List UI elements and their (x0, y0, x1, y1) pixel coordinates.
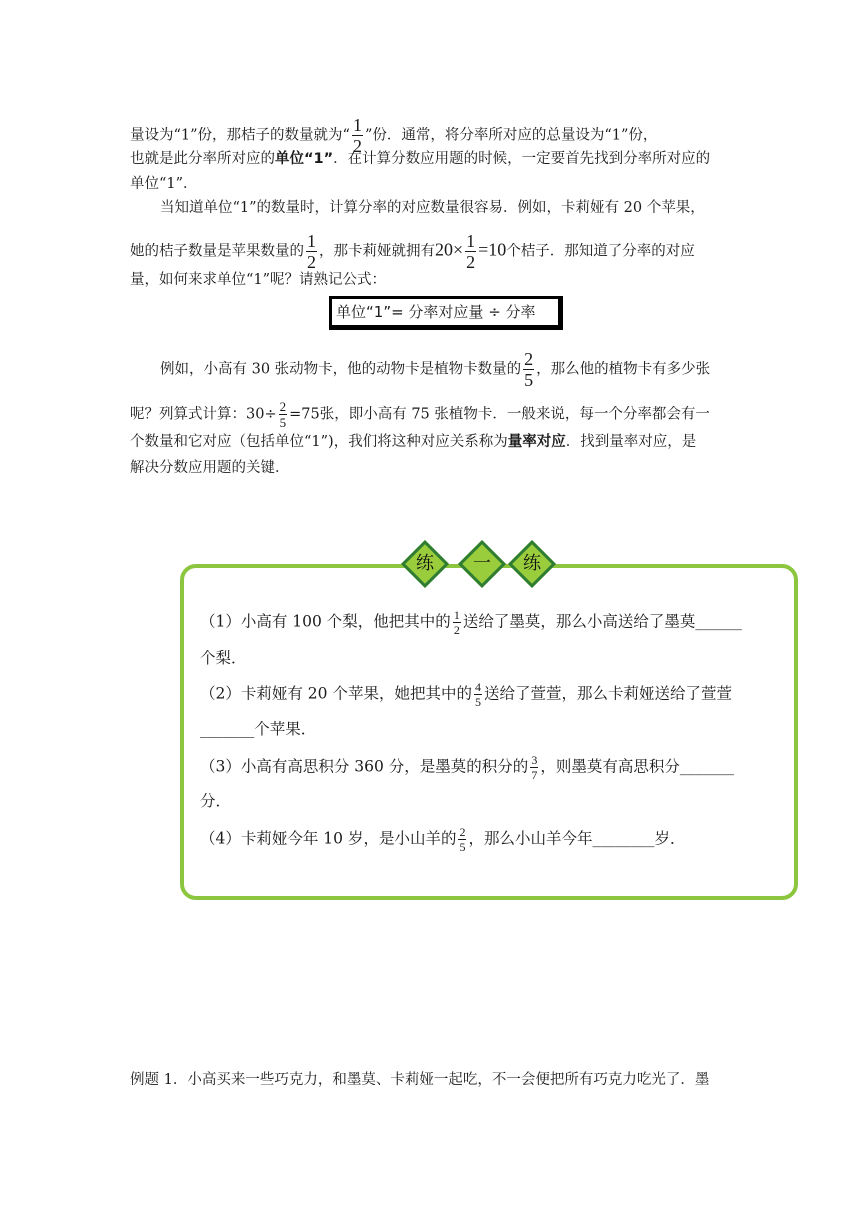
text: 个数量和它对应（包括单位“1”)，我们将这种对应关系称为 (130, 434, 508, 450)
math-expr: 30÷ (246, 406, 277, 423)
practice-q3 (200, 754, 734, 781)
practice-q2 (200, 681, 732, 708)
text: ”份．通常，将分率所对应的总量设为“1”份， (364, 127, 658, 144)
text: 例题 1．小高买来一些巧克力，和墨莫、卡莉娅一起吃，不一会便把所有巧克力吃光了．墨 (130, 1072, 710, 1088)
fraction (279, 400, 288, 429)
para2-line-2 (130, 232, 695, 271)
practice-q1-cont (200, 647, 247, 669)
text: 单位“1”． (130, 176, 198, 192)
text: ，那么小山羊今年________岁． (468, 829, 686, 848)
practice-q3-cont (200, 790, 231, 812)
text: ．找到量率对应，是 (565, 434, 697, 450)
text: 分． (200, 792, 232, 810)
text: 张，即小高有 75 张植物卡．一般来说，每一个分率都会有一 (319, 406, 710, 423)
numerator: 2 (459, 825, 466, 839)
para3-line-4 (130, 458, 290, 478)
text: 送给了萱萱，那么卡莉娅送给了萱萱 (483, 684, 732, 703)
text: ，那么他的植物卡有多少张 (536, 361, 711, 378)
text: 例如，小高有 30 张动物卡，他的动物卡是植物卡数量的 (160, 361, 522, 378)
text: _______个苹果． (200, 720, 317, 738)
intro-line-2 (130, 149, 710, 169)
fraction (465, 232, 476, 271)
text: ，则墨莫有高思积分_______ (540, 757, 735, 776)
text: ．在计算分数应用题的时候，一定要首先找到分率所对应的 (333, 151, 711, 167)
text: 也就是此分率所对应的 (130, 151, 275, 167)
practice-q1 (200, 609, 742, 636)
text: 当知道单位“1”的数量时，计算分率的对应数量很容易．例如，卡莉娅有 20 个苹果， (160, 200, 705, 216)
text: （3）小高有高思积分 360 分，是墨莫的积分的 (200, 757, 529, 776)
example-1-line (130, 1070, 709, 1090)
text: （4）卡莉娅今年 10 岁，是小山羊的 (200, 829, 457, 848)
para2-line-3 (130, 270, 386, 290)
text: 呢？列算式计算： (130, 406, 246, 423)
para3-line-2 (130, 400, 710, 429)
fraction (458, 826, 466, 853)
text: 解决分数应用题的关键． (130, 460, 290, 476)
fraction (523, 350, 534, 389)
fraction (530, 754, 538, 781)
numerator: 1 (453, 608, 460, 622)
denominator: 5 (524, 370, 534, 390)
fraction (306, 232, 317, 271)
denominator: 2 (453, 623, 460, 637)
denominator: 5 (474, 695, 481, 709)
numerator: 1 (307, 231, 316, 251)
numerator: 1 (352, 115, 362, 135)
numerator: 3 (531, 753, 538, 767)
text: 量，如何来求单位“1”呢？请熟记公式： (130, 272, 387, 288)
text: （1）小高有 100 个梨，他把其中的 (200, 612, 451, 631)
practice-title-char: 练 (523, 553, 541, 574)
numerator: 1 (466, 231, 476, 251)
denominator: 2 (307, 252, 316, 272)
intro-line-3 (130, 174, 198, 194)
keyword-quantity-rate: 量率对应 (507, 434, 566, 450)
text: 送给了墨莫，那么小高送给了墨莫______ (462, 612, 742, 631)
practice-title-char: 一 (473, 553, 491, 574)
practice-title-char: 练 (416, 553, 434, 574)
text: 量设为“1”份，那桔子的数量就为“ (130, 127, 350, 144)
math-expr: =10 (478, 239, 507, 260)
keyword-unit-one: 单位“1” (275, 151, 334, 167)
numerator: 4 (474, 680, 481, 694)
text: ，那卡莉娅就拥有 (319, 243, 435, 260)
para3-line-3 (130, 432, 696, 452)
denominator: 7 (531, 768, 538, 782)
formula-text: 单位“1”= 分率对应量 ÷ 分率 (336, 303, 536, 321)
numerator: 2 (524, 349, 534, 369)
text: （2）卡莉娅有 20 个苹果，她把其中的 (200, 684, 472, 703)
denominator: 5 (279, 415, 287, 430)
denominator: 2 (352, 136, 362, 156)
practice-q4 (200, 826, 685, 853)
text: 个梨． (200, 649, 247, 667)
practice-q2-cont (200, 718, 316, 740)
formula-box (329, 296, 563, 330)
denominator: 5 (459, 840, 466, 854)
denominator: 2 (466, 252, 476, 272)
math-expr: 20× (435, 239, 464, 260)
text: 个桔子．那知道了分率的对应 (506, 243, 695, 260)
math-expr: =75 (289, 406, 320, 423)
text: 她的桔子数量是苹果数量的 (130, 243, 304, 260)
para2-line-1 (160, 198, 705, 218)
numerator: 2 (279, 399, 287, 414)
para3-line-1 (160, 350, 710, 389)
fraction (474, 681, 482, 708)
fraction (453, 609, 461, 636)
